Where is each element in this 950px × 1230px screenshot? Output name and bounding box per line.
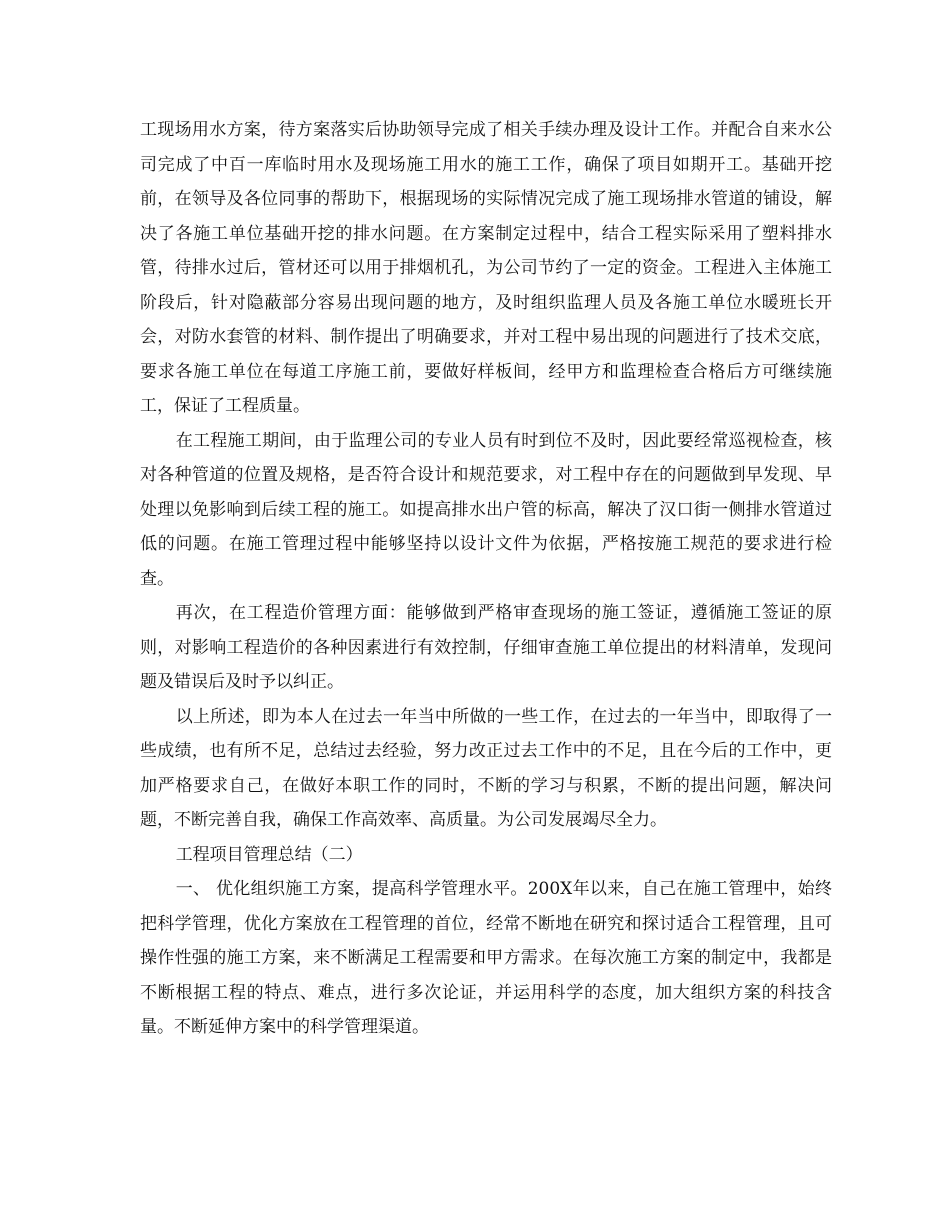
section-heading: 工程项目管理总结（二） [175,844,363,865]
paragraph-continued: 工现场用水方案，待方案落实后协助领导完成了相关手续办理及设计工作。并配合自来水公司完成了中百一库临时用水及现场施工用水的施工工作，确保了项目如期开工。基础开挖前，在领导及各位同事的帮助下，根据现场的实际情况完成了施工现场排水管道的铺设，解决了各施工单位基础开挖的排水问题。在方案制定过程中，结合工程实际采用了塑料排水管，待排水过后，管材还可以用于排烟机孔，为公司节约了一定的资金。工程进入主体施工阶段后，针对隐蔽部分容易出现问题的地方，及时组织监理人员及各施工单位水暖班长开会，对防水套管的材料、制作提出了明确要求，并对工程中易出现的问题进行了技术交底，要求各施工单位在每道工序施工前，要做好样板间，经甲方和监理检查合格后方可继续施工，保证了工程质量。 [140,120,832,416]
paragraph-cost-management: 再次，在工程造价管理方面：能够做到严格审查现场的施工签证，遵循施工签证的原则，对影响工程造价的各种因素进行有效控制，仔细审查施工单位提出的材料清单，发现问题及错误后及时予以纠正。 [140,603,832,692]
paragraph-summary: 以上所述，即为本人在过去一年当中所做的一些工作，在过去的一年当中，即取得了一些成绩，也有所不足，总结过去经验，努力改正过去工作中的不足，且在今后的工作中，更加严格要求自己，在做好本职工作的同时，不断的学习与积累，不断的提出问题，解决问题，不断完善自我，确保工作高效率、高质量。为公司发展竭尽全力。 [140,706,832,830]
paragraph-optimize-plan: 一、 优化组织施工方案，提高科学管理水平。200X年以来，自己在施工管理中，始终把科学管理，优化方案放在工程管理的首位，经常不断地在研究和探讨适合工程管理，且可操作性强的施工方案，来不断满足工程需要和甲方需求。在每次施工方案的制定中，我都是不断根据工程的特点、难点，进行多次论证，并运用科学的态度，加大组织方案的科技含量。不断延伸方案中的科学管理渠道。 [140,879,832,1037]
paragraph-construction-period: 在工程施工期间，由于监理公司的专业人员有时到位不及时，因此要经常巡视检查，核对各种管道的位置及规格，是否符合设计和规范要求，对工程中存在的问题做到早发现、早处理以免影响到后续工程的施工。如提高排水出户管的标高，解决了汉口街一侧排水管道过低的问题。在施工管理过程中能够坚持以设计文件为依据，严格按施工规范的要求进行检查。 [140,430,832,589]
